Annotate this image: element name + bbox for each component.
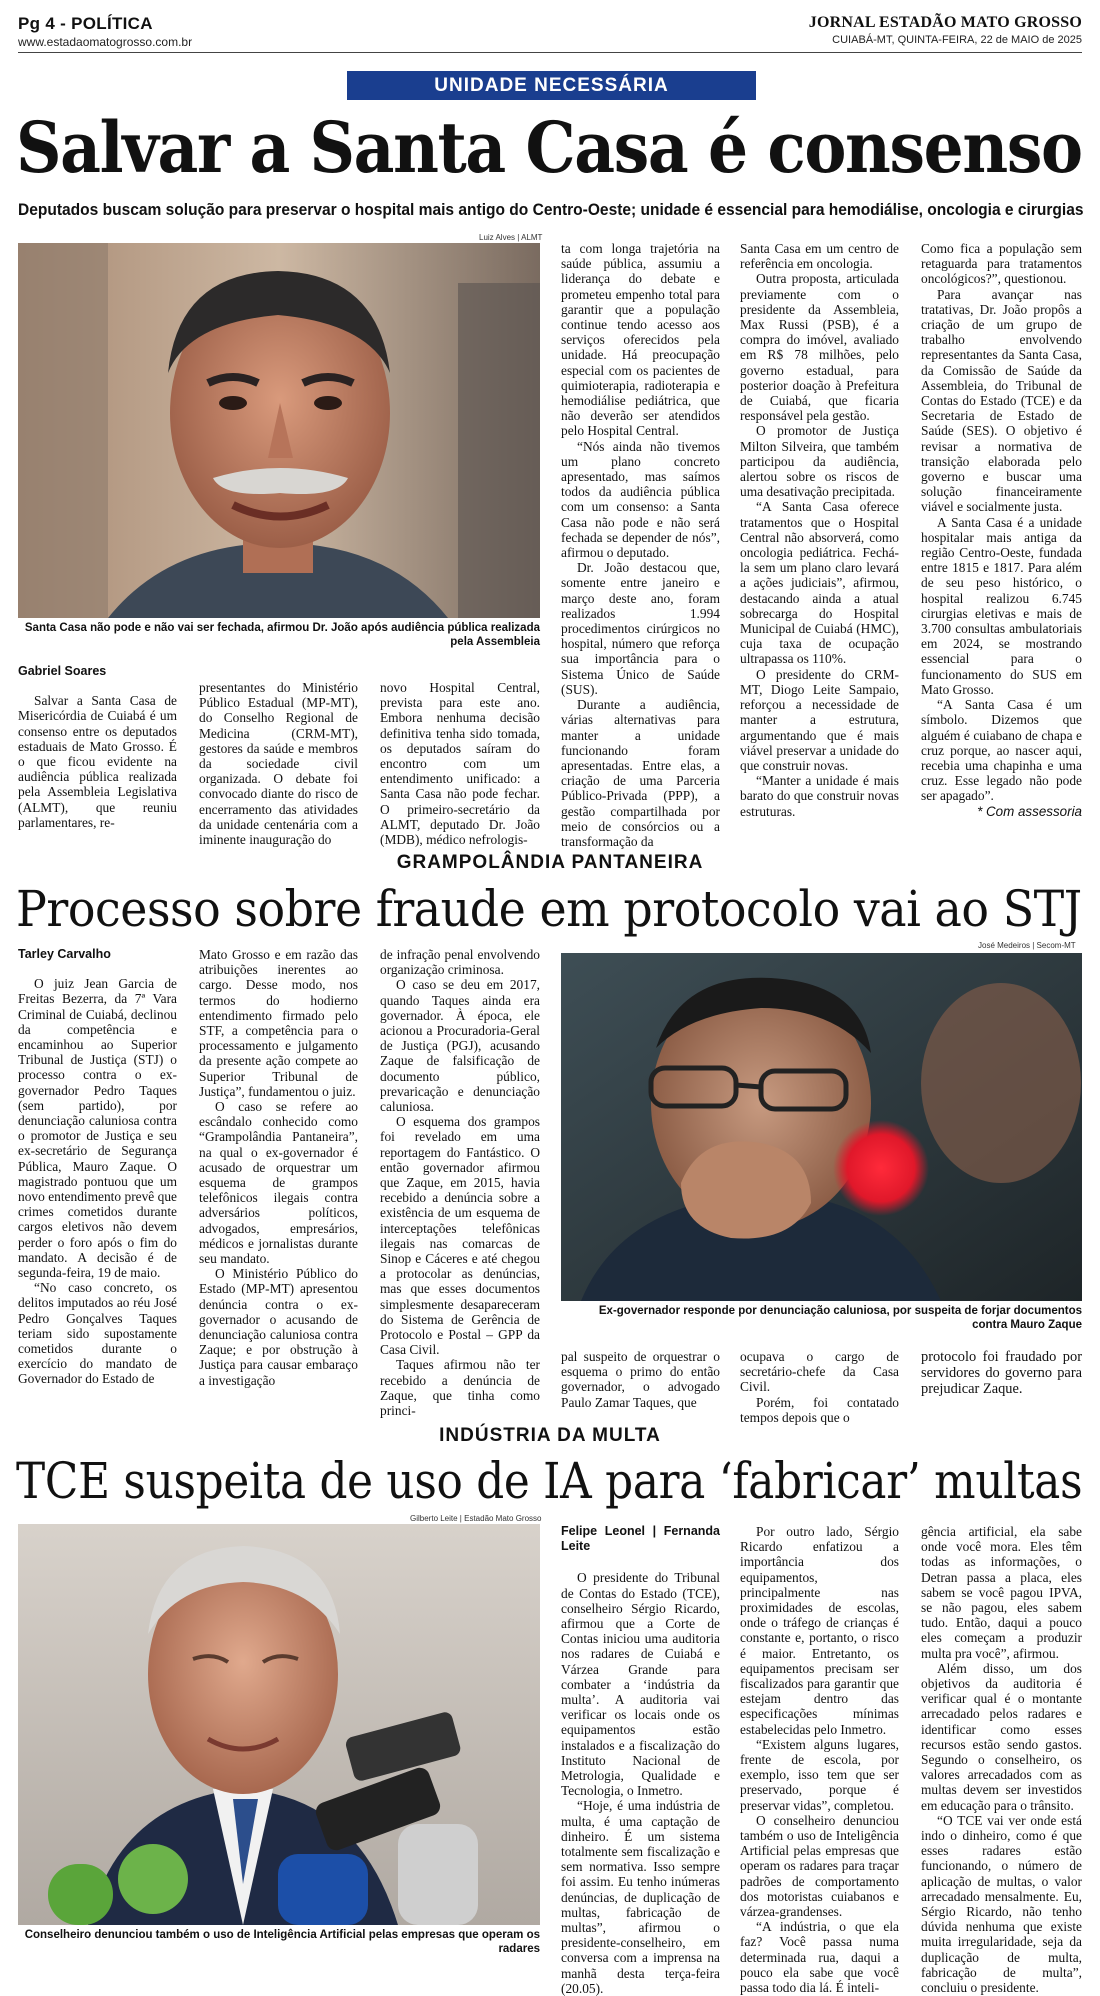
story1-column-6 bbox=[921, 241, 1082, 850]
page-section-label: Pg 4 - POLÍTICA bbox=[18, 14, 153, 33]
portrait-illustration bbox=[561, 953, 1082, 1301]
edition-date: CUIABÁ-MT, QUINTA-FEIRA, 22 de MAIO de 2025 bbox=[832, 34, 1082, 46]
story1-paragraph: “Nós ainda não tivemos um plano concreto apresentado, mas saímos todos da audiência pública com um consenso: a Santa Casa não pode e não será fechada se depender de nós”, afirmou o deputado. bbox=[561, 438, 720, 561]
story3-column-1 bbox=[561, 1524, 720, 1996]
story1-paragraph: Salvar a Santa Casa de Misericórdia de Cuiabá é um consenso entre os deputados estaduais de Mato Grosso. É o que ficou evidente na audiência pública realizada pela Assembleia Legislativa (ALMT), que reuniu parlamentares, re- bbox=[18, 693, 177, 830]
story2-column-3 bbox=[380, 947, 540, 1419]
story1-paragraph: Outra proposta, articulada previamente com o presidente da Assembleia, Max Russi (PSB), é a compra do imóvel, avaliado em R$ 78 milhões, pelo governo estadual, para posterior doação à Prefeitura de Cuiabá, que ficaria responsável pela gestão. bbox=[740, 271, 899, 424]
story3-headline: TCE suspeita de uso de IA para ‘fabricar’ multas bbox=[16, 1452, 1083, 1510]
story1-caption: Santa Casa não pode e não vai ser fechada, afirmou Dr. João após audiência pública realizada pela Assembleia bbox=[24, 622, 540, 648]
story3-column-2 bbox=[740, 1524, 899, 1996]
story1-column-4 bbox=[561, 241, 720, 850]
story2-headline: Processo sobre fraude em protocolo vai ao STJ bbox=[16, 880, 1082, 938]
story1-byline: Gabriel Soares bbox=[18, 664, 107, 678]
story1-photo-credit: Luiz Alves | ALMT bbox=[479, 233, 543, 242]
story3-photo-credit: Gilberto Leite | Estadão Mato Grosso bbox=[410, 1514, 542, 1523]
story1-column-3 bbox=[380, 680, 540, 850]
page-header-left bbox=[18, 14, 192, 49]
site-url[interactable]: www.estadaomatogrosso.com.br bbox=[18, 35, 193, 49]
story1-paragraph: O promotor de Justiça Milton Silveira, que também participou da audiência, alertou sobre os riscos de uma desativação precipitada. bbox=[740, 423, 899, 500]
story2-paragraph: de infração penal envolvendo organização criminosa. bbox=[380, 947, 540, 978]
story3-paragraph: “Hoje, é uma indústria de multa, é uma captação de dinheiro. É um sistema totalmente sem fiscalização e sem normativa. Isso sempre foi assim. Eu tenho inúmeras denúncias, de duplicação de multas, fabricação de multas”, afirmou o presidente-conselheiro, em conversa com a imprensa na manhã desta terça-feira (20.05). bbox=[561, 1798, 720, 1996]
story2-paragraph: protocolo foi fraudado por servidores do governo para prejudicar Zaque. bbox=[921, 1349, 1082, 1397]
portrait-illustration bbox=[18, 1524, 540, 1925]
story2-paragraph: ocupava o cargo de secretário-chefe da Casa Civil. bbox=[740, 1349, 899, 1395]
story3-column-3 bbox=[921, 1524, 1082, 1996]
story2-kicker: GRAMPOLÂNDIA PANTANEIRA bbox=[396, 852, 704, 873]
story3-kicker: INDÚSTRIA DA MULTA bbox=[439, 1425, 661, 1446]
story2-paragraph: O esquema dos grampos foi revelado em uma reportagem do Fantástico. O então governador afirmou que Zaque, em 2015, havia recebido a denúncia sobre a existência de um esquema de interceptações telefônicas ilegais nas comarcas de Sinop e Cáceres e até chegou a protocolar as denúncias, mas que esses documentos simplesmente desapareceram do Sistema de Gerência de Protocolo e Postal – GPP da Casa Civil. bbox=[380, 1114, 540, 1358]
story2-paragraph: Mato Grosso e em razão das atribuições inerentes ao cargo. Desse modo, nos termos do hodierno entendimento firmado pelo STF, a competência para o processamento e julgamento da presente ação compete ao Superior Tribunal de Justiça”, fundamentou o juiz. bbox=[199, 947, 358, 1099]
story3-paragraph: gência artificial, ela sabe onde você mora. Eles têm todas as informações, o Detran passa a placa, eles sabem se você pagou IPVA, se não pagou, eles sabem tudo. Então, daqui a pouco eles começam a produzir multa pra você”, afirmou. bbox=[921, 1524, 1082, 1661]
story3-paragraph: O presidente do Tribunal de Contas do Estado (TCE), conselheiro Sérgio Ricardo, afirmou que a Corte de Contas iniciou uma auditoria nos radares de Cuiabá e Várzea Grande para combater a ‘indústria da multa’. A auditoria vai verificar os locais onde os equipamentos estão instalados e a fiscalização do Instituto Nacional de Metrologia, Qualidade e Tecnologia, o Inmetro. bbox=[561, 1570, 720, 1799]
story1-paragraph: Durante a audiência, várias alternativas para manter a unidade funcionando foram apresentadas. Entre elas, a criação de uma Parceria Público-Privada (PPP), a gestão compartilhada por meio de consórcios ou a transformação da bbox=[561, 697, 720, 849]
page-header-right bbox=[809, 14, 1082, 46]
story1-paragraph: O presidente do CRM-MT, Diogo Leite Sampaio, reforçou a necessidade de manter a estrutura, argumentando que é mais viável preservar a unidade do que construir novas. bbox=[740, 666, 899, 773]
story1-headline: Salvar a Santa Casa é consenso bbox=[16, 106, 1082, 189]
story2-paragraph: Taques afirmou não ter recebido a denúncia de Zaque, que tinha como princi- bbox=[380, 1357, 540, 1419]
story1-signoff: * Com assessoria bbox=[977, 803, 1082, 819]
header-divider bbox=[18, 52, 1082, 53]
story3-paragraph: O conselheiro denunciou também o uso de Inteligência Artificial pelas empresas que operam os radares para traçar padrões de comportamento dos motoristas cuiabanos e várzea-grandenses. bbox=[740, 1812, 899, 1920]
story3-byline: Felipe Leonel | Fernanda Leite bbox=[561, 1524, 720, 1554]
story2-photo-credit: José Medeiros | Secom-MT bbox=[978, 941, 1076, 950]
story2-paragraph: pal suspeito de orquestrar o esquema o primo do então governador, o advogado Paulo Zamar Taques, que bbox=[561, 1349, 720, 1410]
story3-photo bbox=[18, 1524, 540, 1925]
story1-paragraph: “A Santa Casa é um símbolo. Dizemos que alguém é cuiabano de chapa e cruz porque, ao nascer aqui, recebia uma chapinha e uma cruz. Esse legado não pode ser apagado”. bbox=[921, 697, 1082, 804]
story3-paragraph: “O TCE vai ver onde está indo o dinheiro, como é que esses radares estão funcionando, o número de aplicação de multas, o valor arrecadado mensalmente. Eu, Sérgio Ricardo, não tenho dúvida nenhuma que existe muita irregularidade, seja da duplicação de multa, fabricação de multa”, concluiu o presidente. bbox=[921, 1812, 1082, 1996]
story2-paragraph: Porém, foi contatado tempos depois que o bbox=[740, 1394, 899, 1425]
story2-photo bbox=[561, 953, 1082, 1301]
story2-caption: Ex-governador responde por denunciação caluniosa, por suspeita de forjar documentos contra Mauro Zaque bbox=[598, 1305, 1082, 1331]
story1-column-2 bbox=[199, 680, 358, 850]
portrait-illustration bbox=[18, 243, 540, 618]
story1-paragraph: Santa Casa em um centro de referência em oncologia. bbox=[740, 241, 899, 272]
story1-paragraph: Para avançar nas tratativas, Dr. João propôs a criação de um grupo de trabalho envolvendo representantes da Santa Casa, da Comissão de Saúde da Assembleia, do Tribunal de Contas do Estado (TCE) e da Secretaria de Estado de Saúde (SES). O objetivo é revisar a normativa de transição elaborada pelo governo e buscar uma solução financeiramente viável e socialmente justa. bbox=[921, 286, 1082, 515]
story2-paragraph: O caso se refere ao escândalo conhecido como “Grampolândia Pantaneira”, na qual o ex-governador é acusado de orquestrar um esquema de grampos telefônicos ilegais contra adversários políticos, advogados, empresários, médicos e jornalistas durante seu mandato. bbox=[199, 1099, 358, 1267]
story2-column-5 bbox=[740, 1349, 899, 1425]
story1-paragraph: “A Santa Casa oferece tratamentos que o Hospital Central não absorverá, como oncologia pediátrica. Fechá-la sem um plano claro levará a ações judiciais”, afirmou, destacando ainda a atual sobrecarga do Hospital Municipal de Cuiabá (HMC), cuja taxa de ocupação ultrapassa os 110%. bbox=[740, 499, 899, 667]
story1-paragraph: “Manter a unidade é mais barato do que construir novas estruturas. bbox=[740, 773, 899, 819]
story1-paragraph: novo Hospital Central, prevista para este ano. Embora nenhuma decisão definitiva tenha sido tomada, os deputados saíram do encontro com um entendimento unificado: a Santa Casa não pode fechar. O primeiro-secretário da ALMT, deputado Dr. João (MDB), médico nefrologis- bbox=[380, 680, 540, 848]
story1-paragraph: Como fica a população sem retaguarda para tratamentos oncológicos?”, questionou. bbox=[921, 241, 1082, 287]
story2-paragraph: O caso se deu em 2017, quando Taques ainda era governador. À época, ele acionou a Procuradoria-Geral de Justiça (PGJ), acusando Zaque de falsificação de documento público, prevaricação e denunciação caluniosa. bbox=[380, 977, 540, 1115]
story3-caption: Conselheiro denunciou também o uso de Inteligência Artificial pelas empresas que operam os radares bbox=[24, 1929, 540, 1955]
story1-column-1 bbox=[18, 664, 177, 849]
story1-paragraph: presentantes do Ministério Público Estadual (MP-MT), do Conselho Regional de Medicina (CRM-MT), gestores da saúde e membros da sociedade civil organizada. O debate foi convocado diante do risco de encerramento das atividades da unidade centenária com a iminente inauguração do bbox=[199, 680, 358, 848]
newspaper-name: JORNAL ESTADÃO MATO GROSSO bbox=[808, 14, 1082, 31]
story2-paragraph: “No caso concreto, os delitos imputados ao réu José Pedro Gonçalves Taques teriam sido supostamente cometidos durante o exercício do mandato de Governador do Estado de bbox=[18, 1280, 177, 1387]
story1-subhead: Deputados buscam solução para preservar o hospital mais antigo do Centro-Oeste; unidade é essencial para hemodiálise, oncologia e cirurgias bbox=[18, 201, 1084, 219]
story2-byline: Tarley Carvalho bbox=[18, 947, 111, 961]
story2-column-6 bbox=[921, 1349, 1082, 1409]
story2-column-4 bbox=[561, 1349, 720, 1409]
story2-column-2 bbox=[199, 947, 358, 1407]
story1-column-5 bbox=[740, 241, 899, 850]
story1-paragraph: Dr. João destacou que, somente entre janeiro e março deste ano, foram realizados 1.994 procedimentos cirúrgicos no hospital, número que reforça sua importância para o Sistema Único de Saúde (SUS). bbox=[561, 560, 720, 697]
story3-paragraph: “Existem alguns lugares, frente de escola, por exemplo, isso tem que ser preservado, porque é preservar vidas”, completou. bbox=[740, 1736, 899, 1813]
story3-paragraph: Por outro lado, Sérgio Ricardo enfatizou a importância dos equipamentos, principalmente nas proximidades de escolas, onde o tráfego de crianças é constante e, portanto, o risco é maior. Entretanto, os equipamentos precisam ser fiscalizados para garantir que estejam dentro das especificações mínimas estabelecidas pelo Inmetro. bbox=[740, 1524, 899, 1737]
story2-paragraph: O Ministério Público do Estado (MP-MT) apresentou denúncia contra o ex-governador o acusando de denunciação caluniosa contra Zaque; e por obstrução à Justiça para causar embaraço a investigação bbox=[199, 1266, 358, 1388]
story2-column-1 bbox=[18, 947, 177, 1407]
story2-paragraph: O juiz Jean Garcia de Freitas Bezerra, da 7ª Vara Criminal de Cuiabá, declinou da competência e encaminhou ao Superior Tribunal de Justiça (STJ) o processo contra o ex-governador Pedro Taques (sem partido), por denunciação caluniosa contra o promotor de Justiça e seu ex-secretário de Segurança Pública, Mauro Zaque. O magistrado pontuou que um novo entendimento prevê que crimes cometidos durante cargos eletivos não devem perder o foro após o fim do mandato. A decisão é de segunda-feira, 19 de maio. bbox=[18, 976, 177, 1281]
story1-paragraph: A Santa Casa é a unidade hospitalar mais antiga da região Centro-Oeste, fundada entre 1815 e 1817. Para além de seu peso histórico, o hospital realizou 6.745 cirurgias eletivas e mais de 3.700 consultas ambulatoriais em 2024, se mostrando essencial para o funcionamento do SUS em Mato Grosso. bbox=[921, 514, 1082, 697]
story1-photo bbox=[18, 243, 540, 618]
story3-paragraph: “A indústria, o que ela faz? Você passa numa determinada rua, daqui a pouco ela sabe que você passa todo dia lá. É inteli- bbox=[740, 1919, 899, 1996]
story1-paragraph: ta com longa trajetória na saúde pública, assumiu a liderança do debate e prometeu empenho total para garantir que a população continue tendo acesso aos serviços oferecidos pela unidade. Há preocupação especial com os pacientes de quimioterapia, radioterapia e hemodiálise pediátrica, que não deverão ser atendidos pelo Hospital Central. bbox=[561, 241, 720, 439]
story1-kicker: UNIDADE NECESSÁRIA bbox=[347, 71, 756, 100]
story3-paragraph: Além disso, um dos objetivos da auditoria é verificar qual é o montante arrecadado pelos radares e identificar como esses recursos estão sendo gastos. Segundo o conselheiro, os valores arrecadados com as multas devem ser investidos em educação para o trânsito. bbox=[921, 1660, 1082, 1813]
